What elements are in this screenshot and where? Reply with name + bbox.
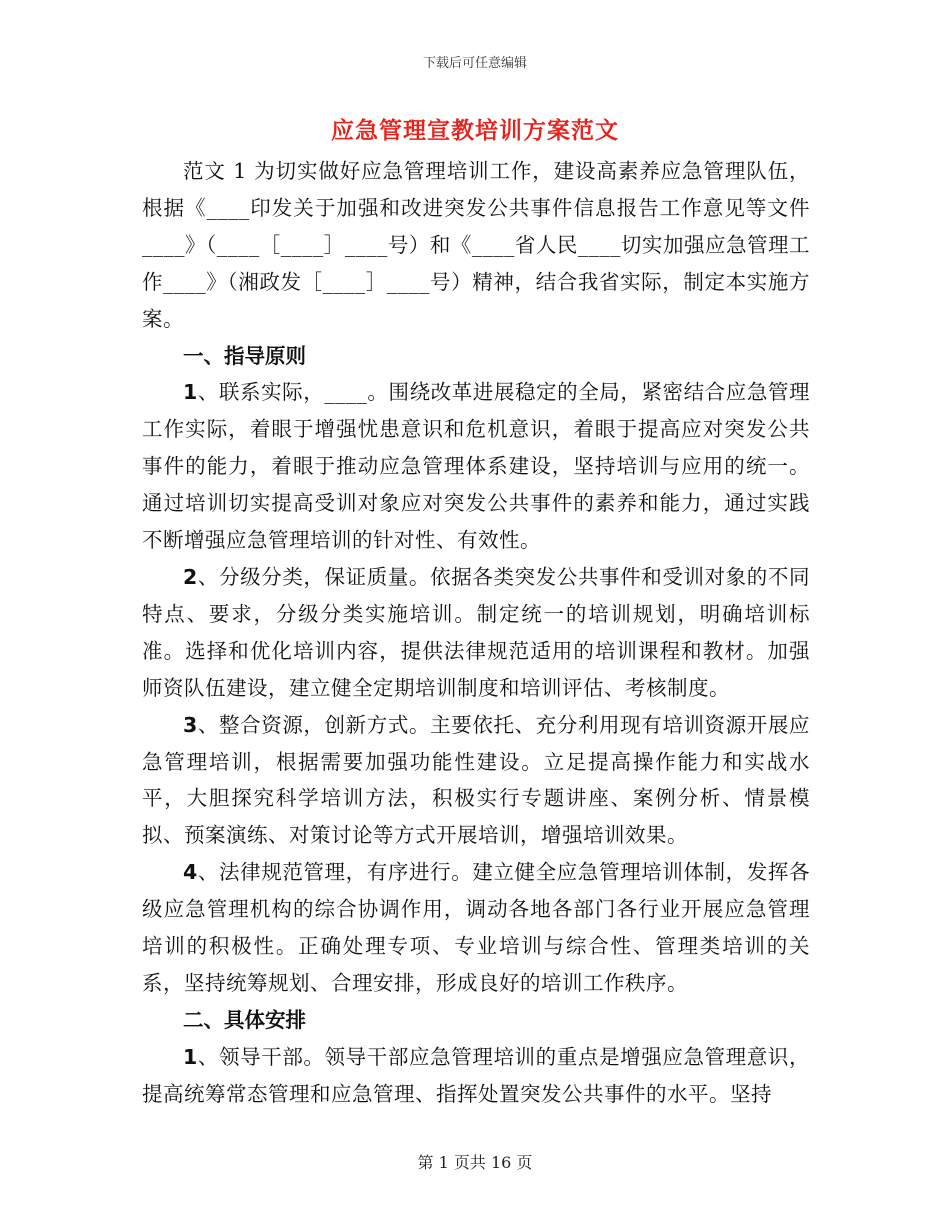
item-text: 、法律规范管理，有序进行。建立健全应急管理培训体制，发挥各级应急管理机构的综合协调作用，调动各地各部门各行业开展应急管理培训的积极性。正确处理专项、专业培训与综合性、管理类培训的关系，坚持统筹规划、合理安排，形成良好的培训工作秩序。 bbox=[142, 860, 810, 995]
principle-item bbox=[142, 707, 810, 855]
item-number: 1 bbox=[183, 1044, 198, 1069]
page-footer: 第 1 页共 16 页 bbox=[417, 1153, 533, 1172]
principle-item bbox=[142, 374, 810, 559]
item-text: 、领导干部。领导干部应急管理培训的重点是增强应急管理意识，提高统筹常态管理和应急管理、指挥处置突发公共事件的水平。坚持 bbox=[142, 1044, 810, 1106]
item-number: 3 bbox=[183, 712, 198, 737]
document-title: 应急管理宣教培训方案范文 bbox=[331, 118, 619, 144]
principle-item bbox=[142, 559, 810, 707]
item-number: 4 bbox=[183, 860, 198, 885]
document-body bbox=[142, 153, 810, 1113]
principle-item bbox=[142, 854, 810, 1002]
arrangement-item bbox=[142, 1039, 810, 1113]
item-text: 、联系实际，____。围绕改革进展稳定的全局，紧密结合应急管理工作实际，着眼于增强忧患意识和危机意识，着眼于提高应对突发公共事件的能力，着眼于推动应急管理体系建设，坚持培训与应用的统一。通过培训切实提高受训对象应对突发公共事件的素养和能力，通过实践不断增强应急管理培训的针对性、有效性。 bbox=[142, 380, 810, 553]
item-number: 2 bbox=[183, 564, 198, 589]
item-text: 、分级分类，保证质量。依据各类突发公共事件和受训对象的不同特点、要求，分级分类实施培训。制定统一的培训规划，明确培训标准。选择和优化培训内容，提供法律规范适用的培训课程和教材。加强师资队伍建设，建立健全定期培训制度和培训评估、考核制度。 bbox=[142, 564, 810, 700]
item-number: 1 bbox=[183, 380, 198, 405]
section-heading-arrangements: 二、具体安排 bbox=[183, 1007, 306, 1032]
page-header-note: 下载后可任意编辑 bbox=[422, 56, 527, 71]
section-heading-principles: 一、指导原则 bbox=[183, 343, 306, 368]
intro-paragraph: 范文 1 为切实做好应急管理培训工作，建设高素养应急管理队伍，根据《____印发关于加强和改进突发公共事件信息报告工作意见等文件____》（____［____］____号）和《____省人民____切实加强应急管理工作____》（湘政发［____］____号）精神，结合我省实际，制定本实施方案。 bbox=[142, 159, 810, 331]
item-text: 、整合资源，创新方式。主要依托、充分利用现有培训资源开展应急管理培训，根据需要加强功能性建设。立足提高操作能力和实战水平，大胆探究科学培训方法，积极实行专题讲座、案例分析、情景模拟、预案演练、对策讨论等方式开展培训，增强培训效果。 bbox=[142, 712, 810, 848]
